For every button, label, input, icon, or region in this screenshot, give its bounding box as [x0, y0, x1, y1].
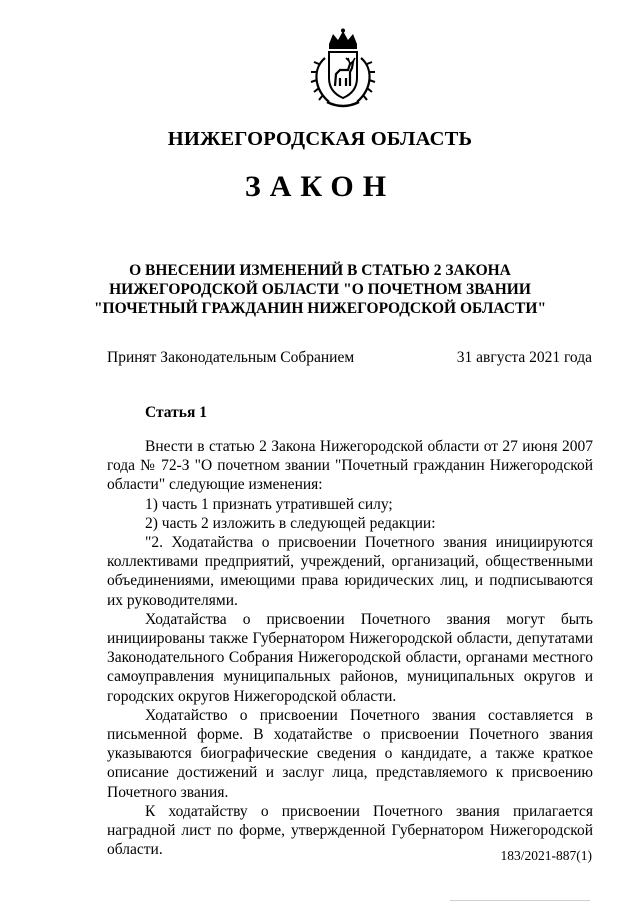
region-title: НИЖЕГОРОДСКАЯ ОБЛАСТЬ	[167, 128, 473, 150]
document-number: 183/2021-887(1)	[500, 848, 592, 863]
article-paragraph: "2. Ходатайства о присвоении Почетного звания инициируются коллективами предприятий, учреждений, организаций, общественными объединениями, имеющими права юридических лиц, и подписываются их руководителями.	[107, 534, 593, 609]
subtitle-line: НИЖЕГОРОДСКОЙ ОБЛАСТИ "О ПОЧЕТНОМ ЗВАНИИ	[109, 281, 531, 298]
article-paragraph: Ходатайство о присвоении Почетного звания составляется в письменной форме. В ходатайстве о присвоении Почетного звания указываются биографические сведения о кандидате, а также краткое описание достижений и заслуг лица, представляемого к присвоению Почетного звания.	[107, 706, 593, 801]
article-paragraph: Ходатайства о присвоении Почетного звания могут быть инициированы также Губернатором Нижегородской области, депутатами Законодательного Собрания Нижегородской области, органами местного самоуправления муниципальных районов, муниципальных округов и городских округов Нижегородской области.	[107, 610, 593, 705]
adopted-by-label: Принят Законодательным Собранием	[107, 349, 355, 366]
subtitle-line: "ПОЧЕТНЫЙ ГРАЖДАНИН НИЖЕГОРОДСКОЙ ОБЛАСТИ"	[93, 300, 547, 317]
article-title: Статья 1	[145, 404, 207, 421]
article-paragraph: 1) часть 1 признать утратившей силу;	[145, 495, 393, 513]
law-subtitle	[80, 261, 560, 318]
article-paragraph: 2) часть 2 изложить в следующей редакции:	[145, 514, 436, 532]
subtitle-line: О ВНЕСЕНИИ ИЗМЕНЕНИЙ В СТАТЬЮ 2 ЗАКОНА	[129, 262, 511, 279]
scan-artifact-line	[450, 900, 590, 901]
article-paragraph: К ходатайству о присвоении Почетного звания прилагается наградной лист по форме, утвержденной Губернатором Нижегородской области.	[107, 802, 593, 859]
adoption-date: 31 августа 2021 года	[456, 349, 592, 366]
document-type-title: ЗАКОН	[244, 170, 396, 203]
nizhny-novgorod-coat-of-arms-icon	[305, 28, 381, 110]
article-body	[107, 437, 593, 859]
article-paragraph: Внести в статью 2 Закона Нижегородской области от 27 июня 2007 года № 72-З "О почетном звании "Почетный гражданин Нижегородской области" следующие изменения:	[107, 438, 593, 494]
